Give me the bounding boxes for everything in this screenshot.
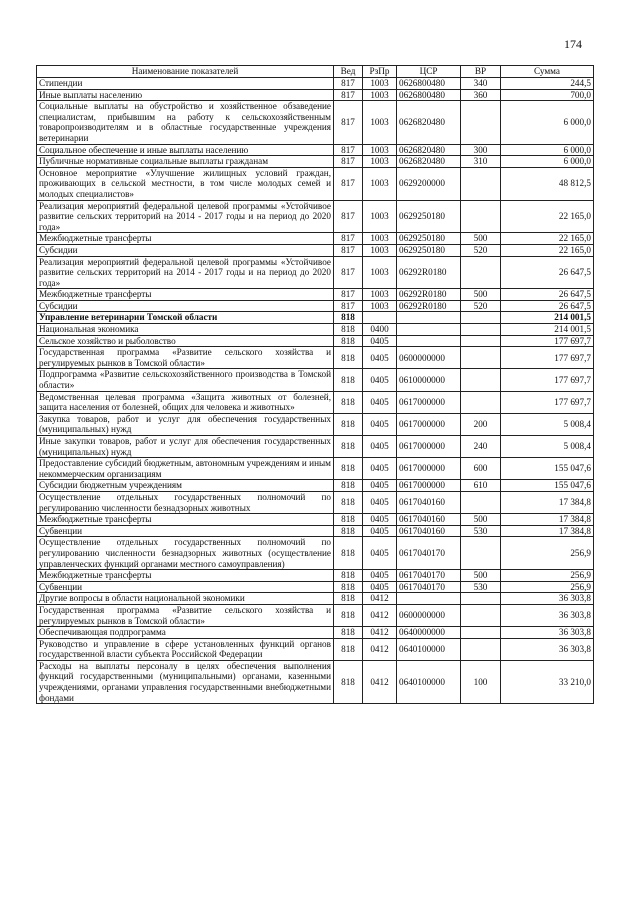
- table-row: [37, 312, 594, 324]
- cell-rzpr: 0405: [363, 514, 397, 526]
- table-row: [37, 256, 594, 289]
- cell-rzpr: 0412: [363, 604, 397, 626]
- cell-sum: 6 000,0: [501, 156, 594, 168]
- page-number: 174: [564, 37, 582, 51]
- cell-sum: 6 000,0: [501, 101, 594, 144]
- cell-name: Субсидии: [37, 244, 334, 256]
- table-row: [37, 369, 594, 391]
- cell-ved: 817: [334, 101, 363, 144]
- cell-name: Предоставление субсидий бюджетным, автономным учреждениям и иным некоммерческим организациям: [37, 458, 334, 480]
- cell-sum: 244,5: [501, 78, 594, 90]
- cell-name: Основное мероприятие «Улучшение жилищных условий граждан, проживающих в сельской местности, в том числе молодых семей и молодых специалистов»: [37, 167, 334, 200]
- cell-vr: 500: [461, 514, 501, 526]
- cell-name: Субсидии бюджетным учреждениям: [37, 480, 334, 492]
- cell-sum: 155 047,6: [501, 458, 594, 480]
- cell-name: Социальное обеспечение и иные выплаты населению: [37, 144, 334, 156]
- cell-name: Расходы на выплаты персоналу в целях обеспечения выполнения функций государственными (муниципальными) органами, казенными учреждениями, органами управления государственными внебюджетными фондами: [37, 660, 334, 703]
- cell-rzpr: 1003: [363, 89, 397, 101]
- cell-name: Реализация мероприятий федеральной целевой программы «Устойчивое развитие сельских территорий на 2014 - 2017 годы и на период до 2020 года»: [37, 200, 334, 233]
- cell-rzpr: 0405: [363, 369, 397, 391]
- cell-vr: 530: [461, 581, 501, 593]
- table-row: [37, 167, 594, 200]
- cell-sum: 5 008,4: [501, 413, 594, 435]
- cell-sum: 256,9: [501, 581, 594, 593]
- table-row: [37, 156, 594, 168]
- cell-sum: 17 384,8: [501, 525, 594, 537]
- cell-vr: 360: [461, 89, 501, 101]
- cell-csr: 0617040170: [397, 581, 461, 593]
- header-ved: Вед: [334, 66, 363, 78]
- cell-rzpr: 1003: [363, 156, 397, 168]
- cell-sum: 36 303,8: [501, 604, 594, 626]
- header-csr: ЦСР: [397, 66, 461, 78]
- cell-sum: 17 384,8: [501, 514, 594, 526]
- cell-vr: [461, 593, 501, 605]
- cell-name: Иные закупки товаров, работ и услуг для обеспечения государственных (муниципальных) нужд: [37, 436, 334, 458]
- cell-name: Иные выплаты населению: [37, 89, 334, 101]
- cell-csr: 0617040160: [397, 525, 461, 537]
- cell-ved: 818: [334, 324, 363, 336]
- cell-name: Публичные нормативные социальные выплаты гражданам: [37, 156, 334, 168]
- cell-rzpr: 1003: [363, 244, 397, 256]
- cell-rzpr: 0405: [363, 581, 397, 593]
- cell-sum: 177 697,7: [501, 347, 594, 369]
- cell-ved: 818: [334, 638, 363, 660]
- cell-name: Обеспечивающая подпрограмма: [37, 627, 334, 639]
- table-row: [37, 101, 594, 144]
- cell-csr: 0626800480: [397, 78, 461, 90]
- table-row: [37, 660, 594, 703]
- cell-sum: 214 001,5: [501, 324, 594, 336]
- cell-csr: 0626820480: [397, 156, 461, 168]
- cell-name: Межбюджетные трансферты: [37, 514, 334, 526]
- cell-ved: 817: [334, 78, 363, 90]
- cell-vr: 100: [461, 660, 501, 703]
- cell-name: Осуществление отдельных государственных полномочий по регулированию численности безнадзорных животных: [37, 491, 334, 513]
- cell-ved: 818: [334, 480, 363, 492]
- table-row: [37, 144, 594, 156]
- cell-name: Подпрограмма «Развитие сельскохозяйственного производства в Томской области»: [37, 369, 334, 391]
- cell-sum: 177 697,7: [501, 391, 594, 413]
- cell-vr: [461, 312, 501, 324]
- cell-csr: 0629200000: [397, 167, 461, 200]
- cell-vr: [461, 335, 501, 347]
- cell-csr: 0617000000: [397, 480, 461, 492]
- cell-name: Государственная программа «Развитие сельского хозяйства и регулируемых рынков в Томской области»: [37, 347, 334, 369]
- cell-csr: 0626800480: [397, 89, 461, 101]
- cell-rzpr: [363, 312, 397, 324]
- cell-csr: 0617040160: [397, 491, 461, 513]
- cell-vr: [461, 604, 501, 626]
- table-row: [37, 593, 594, 605]
- cell-name: Ведомственная целевая программа «Защита животных от болезней, защита населения от болезней, общих для человека и животных»: [37, 391, 334, 413]
- cell-sum: 5 008,4: [501, 436, 594, 458]
- cell-sum: 700,0: [501, 89, 594, 101]
- cell-vr: 200: [461, 413, 501, 435]
- cell-ved: 817: [334, 144, 363, 156]
- cell-vr: 520: [461, 300, 501, 312]
- cell-vr: 600: [461, 458, 501, 480]
- cell-name: Субсидии: [37, 300, 334, 312]
- cell-sum: 33 210,0: [501, 660, 594, 703]
- cell-ved: 817: [334, 167, 363, 200]
- table-row: [37, 347, 594, 369]
- cell-vr: [461, 537, 501, 570]
- table-row: [37, 300, 594, 312]
- cell-ved: 818: [334, 312, 363, 324]
- table-row: [37, 78, 594, 90]
- cell-csr: 0617040170: [397, 570, 461, 582]
- cell-name: Стипендии: [37, 78, 334, 90]
- table-row: [37, 289, 594, 301]
- table-row: [37, 436, 594, 458]
- cell-ved: 818: [334, 604, 363, 626]
- table-row: [37, 480, 594, 492]
- table-row: [37, 200, 594, 233]
- cell-name: Межбюджетные трансферты: [37, 570, 334, 582]
- cell-vr: 240: [461, 436, 501, 458]
- cell-rzpr: 0412: [363, 660, 397, 703]
- cell-rzpr: 1003: [363, 300, 397, 312]
- cell-vr: [461, 200, 501, 233]
- cell-rzpr: 1003: [363, 101, 397, 144]
- cell-sum: 22 165,0: [501, 233, 594, 245]
- cell-name: Субвенции: [37, 581, 334, 593]
- cell-rzpr: 0405: [363, 436, 397, 458]
- cell-rzpr: 1003: [363, 167, 397, 200]
- cell-vr: [461, 369, 501, 391]
- cell-name: Межбюджетные трансферты: [37, 289, 334, 301]
- cell-rzpr: 0400: [363, 324, 397, 336]
- cell-ved: 818: [334, 514, 363, 526]
- cell-vr: 520: [461, 244, 501, 256]
- cell-csr: 06292R0180: [397, 300, 461, 312]
- cell-rzpr: 0405: [363, 413, 397, 435]
- cell-csr: 0617000000: [397, 436, 461, 458]
- cell-csr: 0640100000: [397, 638, 461, 660]
- budget-table: [36, 65, 594, 704]
- cell-csr: 0640000000: [397, 627, 461, 639]
- table-row: [37, 514, 594, 526]
- cell-name: Руководство и управление в сфере установленных функций органов государственной власти субъекта Российской Федерации: [37, 638, 334, 660]
- cell-ved: 817: [334, 233, 363, 245]
- cell-vr: [461, 324, 501, 336]
- table-row: [37, 89, 594, 101]
- cell-csr: 0626820480: [397, 101, 461, 144]
- cell-csr: 0629250180: [397, 200, 461, 233]
- cell-csr: 06292R0180: [397, 289, 461, 301]
- cell-sum: 6 000,0: [501, 144, 594, 156]
- cell-vr: [461, 347, 501, 369]
- cell-sum: 256,9: [501, 570, 594, 582]
- cell-vr: 500: [461, 289, 501, 301]
- cell-vr: 300: [461, 144, 501, 156]
- cell-vr: 340: [461, 78, 501, 90]
- table-row: [37, 570, 594, 582]
- header-vr: ВР: [461, 66, 501, 78]
- cell-rzpr: 1003: [363, 144, 397, 156]
- cell-name: Межбюджетные трансферты: [37, 233, 334, 245]
- cell-sum: 155 047,6: [501, 480, 594, 492]
- cell-csr: [397, 335, 461, 347]
- cell-name: Сельское хозяйство и рыболовство: [37, 335, 334, 347]
- cell-sum: 177 697,7: [501, 335, 594, 347]
- cell-vr: [461, 167, 501, 200]
- table-row: [37, 627, 594, 639]
- cell-rzpr: 0405: [363, 458, 397, 480]
- cell-sum: 36 303,8: [501, 593, 594, 605]
- cell-csr: 0617000000: [397, 391, 461, 413]
- cell-csr: [397, 324, 461, 336]
- table-row: [37, 413, 594, 435]
- cell-name: Государственная программа «Развитие сельского хозяйства и регулируемых рынков в Томской области»: [37, 604, 334, 626]
- cell-ved: 818: [334, 660, 363, 703]
- cell-rzpr: 0405: [363, 570, 397, 582]
- cell-ved: 817: [334, 289, 363, 301]
- cell-name: Другие вопросы в области национальной экономики: [37, 593, 334, 605]
- cell-ved: 818: [334, 581, 363, 593]
- cell-ved: 818: [334, 436, 363, 458]
- cell-vr: [461, 627, 501, 639]
- cell-csr: 0640100000: [397, 660, 461, 703]
- cell-rzpr: 0405: [363, 491, 397, 513]
- cell-ved: 818: [334, 570, 363, 582]
- header-name: Наименование показателей: [37, 66, 334, 78]
- cell-rzpr: 1003: [363, 256, 397, 289]
- cell-csr: 0600000000: [397, 347, 461, 369]
- cell-name: Управление ветеринарии Томской области: [37, 312, 334, 324]
- cell-rzpr: 1003: [363, 200, 397, 233]
- table-row: [37, 324, 594, 336]
- cell-sum: 256,9: [501, 537, 594, 570]
- cell-csr: 0617000000: [397, 413, 461, 435]
- cell-sum: 36 303,8: [501, 638, 594, 660]
- table-row: [37, 638, 594, 660]
- cell-vr: 310: [461, 156, 501, 168]
- table-row: [37, 537, 594, 570]
- cell-ved: 817: [334, 156, 363, 168]
- cell-ved: 817: [334, 300, 363, 312]
- cell-sum: 177 697,7: [501, 369, 594, 391]
- cell-rzpr: 1003: [363, 289, 397, 301]
- cell-ved: 817: [334, 200, 363, 233]
- cell-csr: 0629250180: [397, 244, 461, 256]
- cell-name: Социальные выплаты на обустройство и хозяйственное обзаведение специалистам, прибывшим на работу к сельскохозяйственным товаропроизводителям и в областные государственные учреждения ветеринарии: [37, 101, 334, 144]
- cell-sum: 22 165,0: [501, 244, 594, 256]
- table-row: [37, 491, 594, 513]
- cell-rzpr: 0405: [363, 480, 397, 492]
- cell-ved: 818: [334, 335, 363, 347]
- cell-name: Национальная экономика: [37, 324, 334, 336]
- cell-vr: [461, 638, 501, 660]
- table-row: [37, 525, 594, 537]
- cell-vr: 530: [461, 525, 501, 537]
- cell-sum: 26 647,5: [501, 289, 594, 301]
- cell-ved: 818: [334, 525, 363, 537]
- cell-ved: 817: [334, 256, 363, 289]
- table-row: [37, 233, 594, 245]
- cell-ved: 818: [334, 347, 363, 369]
- cell-ved: 818: [334, 458, 363, 480]
- cell-sum: 214 001,5: [501, 312, 594, 324]
- table-row: [37, 244, 594, 256]
- cell-csr: 0617040170: [397, 537, 461, 570]
- cell-csr: 0600000000: [397, 604, 461, 626]
- cell-vr: [461, 256, 501, 289]
- cell-rzpr: 0412: [363, 593, 397, 605]
- cell-sum: 26 647,5: [501, 256, 594, 289]
- cell-csr: [397, 593, 461, 605]
- cell-name: Осуществление отдельных государственных полномочий по регулированию численности безнадзорных животных (осуществление управленческих функций органами местного самоуправления): [37, 537, 334, 570]
- header-rzpr: РзПр: [363, 66, 397, 78]
- cell-name: Закупка товаров, работ и услуг для обеспечения государственных (муниципальных) нужд: [37, 413, 334, 435]
- cell-rzpr: 0405: [363, 335, 397, 347]
- cell-sum: 48 812,5: [501, 167, 594, 200]
- cell-sum: 22 165,0: [501, 200, 594, 233]
- cell-rzpr: 0405: [363, 391, 397, 413]
- cell-rzpr: 0412: [363, 627, 397, 639]
- cell-ved: 818: [334, 593, 363, 605]
- table-row: [37, 581, 594, 593]
- cell-rzpr: 0405: [363, 537, 397, 570]
- table-header-row: [37, 66, 594, 78]
- cell-vr: [461, 491, 501, 513]
- cell-sum: 26 647,5: [501, 300, 594, 312]
- cell-vr: [461, 101, 501, 144]
- cell-rzpr: 0405: [363, 347, 397, 369]
- cell-rzpr: 0405: [363, 525, 397, 537]
- cell-ved: 818: [334, 491, 363, 513]
- cell-vr: 500: [461, 233, 501, 245]
- table-row: [37, 458, 594, 480]
- cell-csr: 0610000000: [397, 369, 461, 391]
- table-body: [37, 78, 594, 704]
- table-row: [37, 604, 594, 626]
- cell-ved: 817: [334, 89, 363, 101]
- header-sum: Сумма: [501, 66, 594, 78]
- cell-vr: [461, 391, 501, 413]
- cell-csr: 0626820480: [397, 144, 461, 156]
- cell-csr: 0617040160: [397, 514, 461, 526]
- cell-csr: 0629250180: [397, 233, 461, 245]
- cell-name: Реализация мероприятий федеральной целевой программы «Устойчивое развитие сельских территорий на 2014 - 2017 годы и на период до 2020 года»: [37, 256, 334, 289]
- table-row: [37, 391, 594, 413]
- cell-csr: 0617000000: [397, 458, 461, 480]
- cell-csr: [397, 312, 461, 324]
- cell-ved: 818: [334, 391, 363, 413]
- cell-csr: 06292R0180: [397, 256, 461, 289]
- cell-ved: 818: [334, 627, 363, 639]
- cell-vr: 610: [461, 480, 501, 492]
- cell-ved: 818: [334, 369, 363, 391]
- cell-sum: 36 303,8: [501, 627, 594, 639]
- cell-rzpr: 0412: [363, 638, 397, 660]
- cell-ved: 818: [334, 413, 363, 435]
- cell-sum: 17 384,8: [501, 491, 594, 513]
- cell-ved: 818: [334, 537, 363, 570]
- cell-ved: 817: [334, 244, 363, 256]
- cell-name: Субвенции: [37, 525, 334, 537]
- cell-rzpr: 1003: [363, 78, 397, 90]
- cell-rzpr: 1003: [363, 233, 397, 245]
- cell-vr: 500: [461, 570, 501, 582]
- table-row: [37, 335, 594, 347]
